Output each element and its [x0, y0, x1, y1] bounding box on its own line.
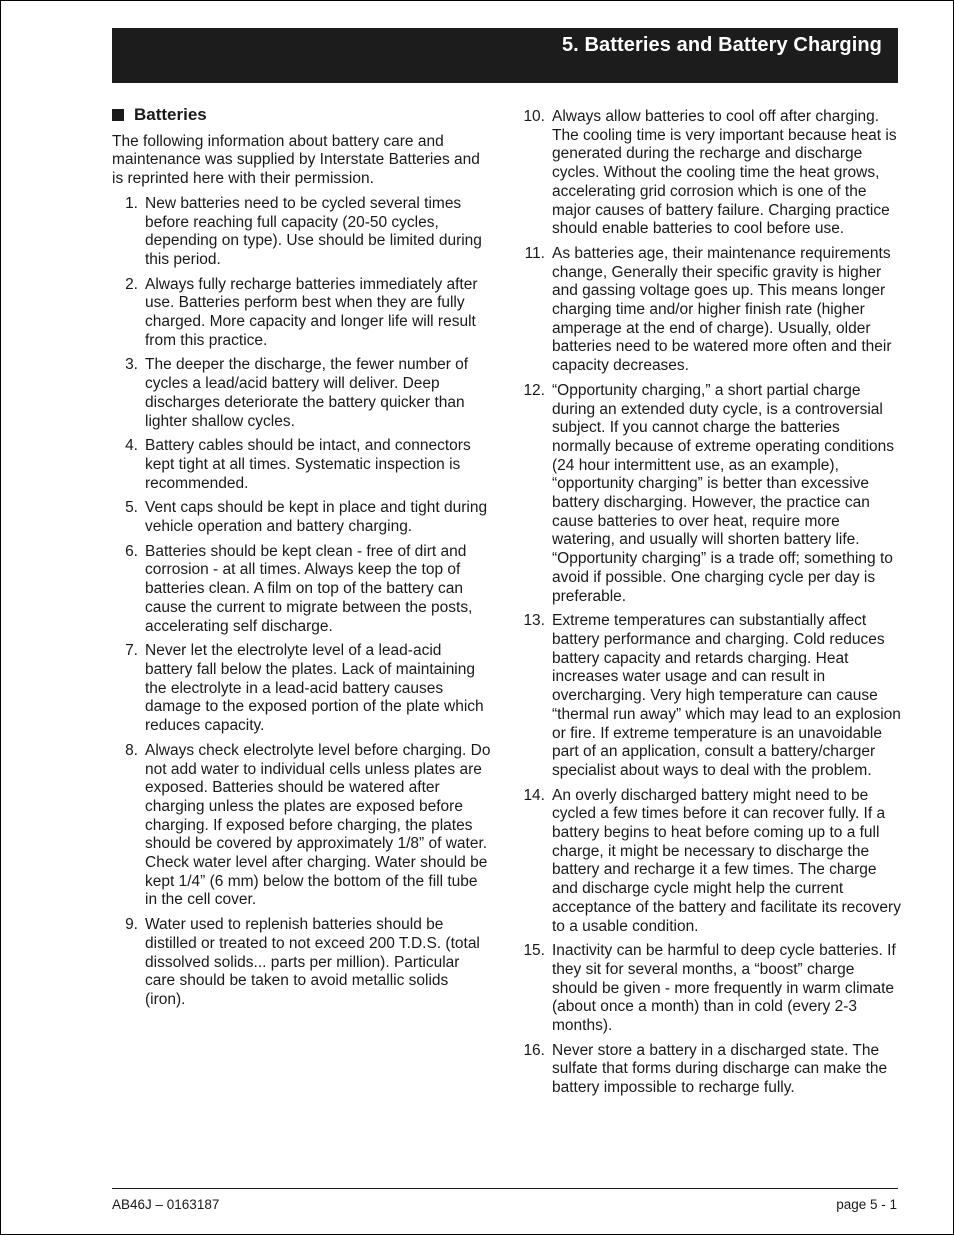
page-title: 5. Batteries and Battery Charging: [561, 34, 882, 56]
footer-page-number: page 5 - 1: [836, 1197, 897, 1212]
item-number: 7.: [125, 642, 138, 660]
item-text: Extreme temperatures can substantially affect battery performance and charging. Cold reduces battery capacity and retards charging. Heat increases water usage and can result in overcharging. Very high temperature can cause “thermal run away” which may lead to an explosion or fire. If extreme temperature is an unavoidable part of an application, consult a battery/charger specialist about ways to deal with the problem.: [552, 612, 901, 779]
item-number: 12.: [523, 381, 545, 399]
left-item-list: [112, 195, 492, 1010]
item-number: 11.: [524, 244, 545, 262]
list-item: [112, 195, 492, 270]
right-column: [519, 108, 901, 1104]
item-number: 8.: [125, 741, 138, 759]
item-number: 5.: [125, 499, 138, 517]
item-text: Vent caps should be kept in place and tight during vehicle operation and battery charging.: [145, 499, 488, 536]
square-bullet-icon: [112, 109, 124, 121]
intro-paragraph: The following information about battery care and maintenance was supplied by Interstate Batteries and is reprinted here with their permission.: [112, 132, 480, 188]
left-column: [112, 106, 492, 1016]
item-number: 3.: [125, 356, 138, 374]
item-number: 14.: [523, 786, 545, 804]
item-number: 9.: [125, 916, 138, 934]
item-number: 6.: [125, 542, 138, 560]
list-item: [519, 1042, 901, 1098]
item-text: Batteries should be kept clean - free of dirt and corrosion - at all times. Always keep the top of batteries clean. A film on top of the battery can cause the current to migrate between the posts, accelerating self discharge.: [145, 542, 473, 635]
list-item: [112, 742, 492, 910]
item-text: Never let the electrolyte level of a lead-acid battery fall below the plates. Lack of maintaining the electrolyte in a lead-acid battery causes damage to the exposed portion of the plate which reduces capacity.: [145, 642, 484, 735]
header-bar: [112, 28, 898, 83]
item-number: 15.: [523, 942, 545, 960]
item-text: Always allow batteries to cool off after charging. The cooling time is very important because heat is generated during the recharge and discharge cycles. Without the cooling time the heat grows, accelerating grid corrosion which is one of the major causes of battery failure. Charging practice should enable batteries to cool before use.: [552, 108, 897, 238]
list-item: [519, 245, 901, 376]
list-item: [112, 499, 492, 536]
list-item: [112, 356, 492, 431]
list-item: [112, 642, 492, 736]
list-item: [112, 916, 492, 1010]
item-number: 10.: [523, 108, 545, 125]
list-item: [519, 382, 901, 606]
item-number: 1.: [125, 194, 138, 212]
right-item-list: [519, 108, 901, 1098]
item-text: Always check electrolyte level before charging. Do not add water to individual cells unless plates are exposed. Batteries should be watered after charging unless the plates are exposed before charging. If exposed before charging, the plates should be covered by approximately 1/8” of water. Check water level after charging. Water should be kept 1/4” (6 mm) below the bottom of the fill tube in the cell cover.: [145, 741, 491, 909]
section-heading: [112, 106, 492, 125]
item-number: 13.: [523, 612, 545, 630]
item-text: “Opportunity charging,” a short partial charge during an extended duty cycle, is a controversial subject. If you cannot charge the batteries normally because of extreme operating conditions (24 hour intermittent use, as an example), “opportunity charging” is better than excessive battery discharging. However, the practice can cause batteries to over heat, require more watering, and usually will shorten battery life. “Opportunity charging” is a trade off; something to avoid if possible. One charging cycle per day is preferable.: [552, 381, 895, 605]
item-text: New batteries need to be cycled several times before reaching full capacity (20-50 cycles, depending on type). Use should be limited during this period.: [145, 194, 482, 268]
item-text: The deeper the discharge, the fewer number of cycles a lead/acid battery will deliver. Deep discharges deteriorate the battery quicker than lighter shallow cycles.: [145, 356, 469, 430]
list-item: [112, 276, 492, 351]
list-item: [519, 612, 901, 780]
list-item: [519, 787, 901, 937]
item-text: An overly discharged battery might need to be cycled a few times before it can recover fully. If a battery begins to heat before coming up to a full charge, it might be necessary to discharge the battery and recharge it a few times. The charge and discharge cycle might help the current acceptance of the battery and facilitate its recovery to a usable condition.: [552, 786, 901, 935]
item-text: Water used to replenish batteries should be distilled or treated to not exceed 200 T.D.S. (total dissolved solids... parts per million). Particular care should be taken to avoid metallic solids (iron).: [145, 916, 480, 1008]
list-item: [112, 543, 492, 637]
section-heading-text: Batteries: [134, 105, 207, 124]
item-number: 4.: [125, 437, 138, 455]
item-text: Never store a battery in a discharged state. The sulfate that forms during discharge can make the battery impossible to recharge fully.: [552, 1041, 888, 1097]
item-text: Inactivity can be harmful to deep cycle batteries. If they sit for several months, a “boost” charge should be given - more frequently in warm climate (about once a month) than in cold (every 2-3 months).: [552, 942, 896, 1035]
list-item: [519, 942, 901, 1036]
item-number: 16.: [523, 1041, 545, 1059]
item-text: As batteries age, their maintenance requirements change, Generally their specific gravity is higher and gassing voltage goes up. This means longer charging time and/or higher finish rate (higher amperage at the end of charge). Usually, older batteries need to be watered more often and their capacity decreases.: [552, 244, 892, 375]
list-item: [112, 437, 492, 493]
list-item: [519, 108, 901, 239]
footer-doc-id: AB46J – 0163187: [112, 1197, 220, 1212]
item-number: 2.: [125, 275, 138, 293]
item-text: Always fully recharge batteries immediately after use. Batteries perform best when they are fully charged. More capacity and longer life will result from this practice.: [145, 275, 478, 349]
footer-divider: [112, 1188, 898, 1189]
item-text: Battery cables should be intact, and connectors kept tight at all times. Systematic inspection is recommended.: [145, 437, 471, 492]
